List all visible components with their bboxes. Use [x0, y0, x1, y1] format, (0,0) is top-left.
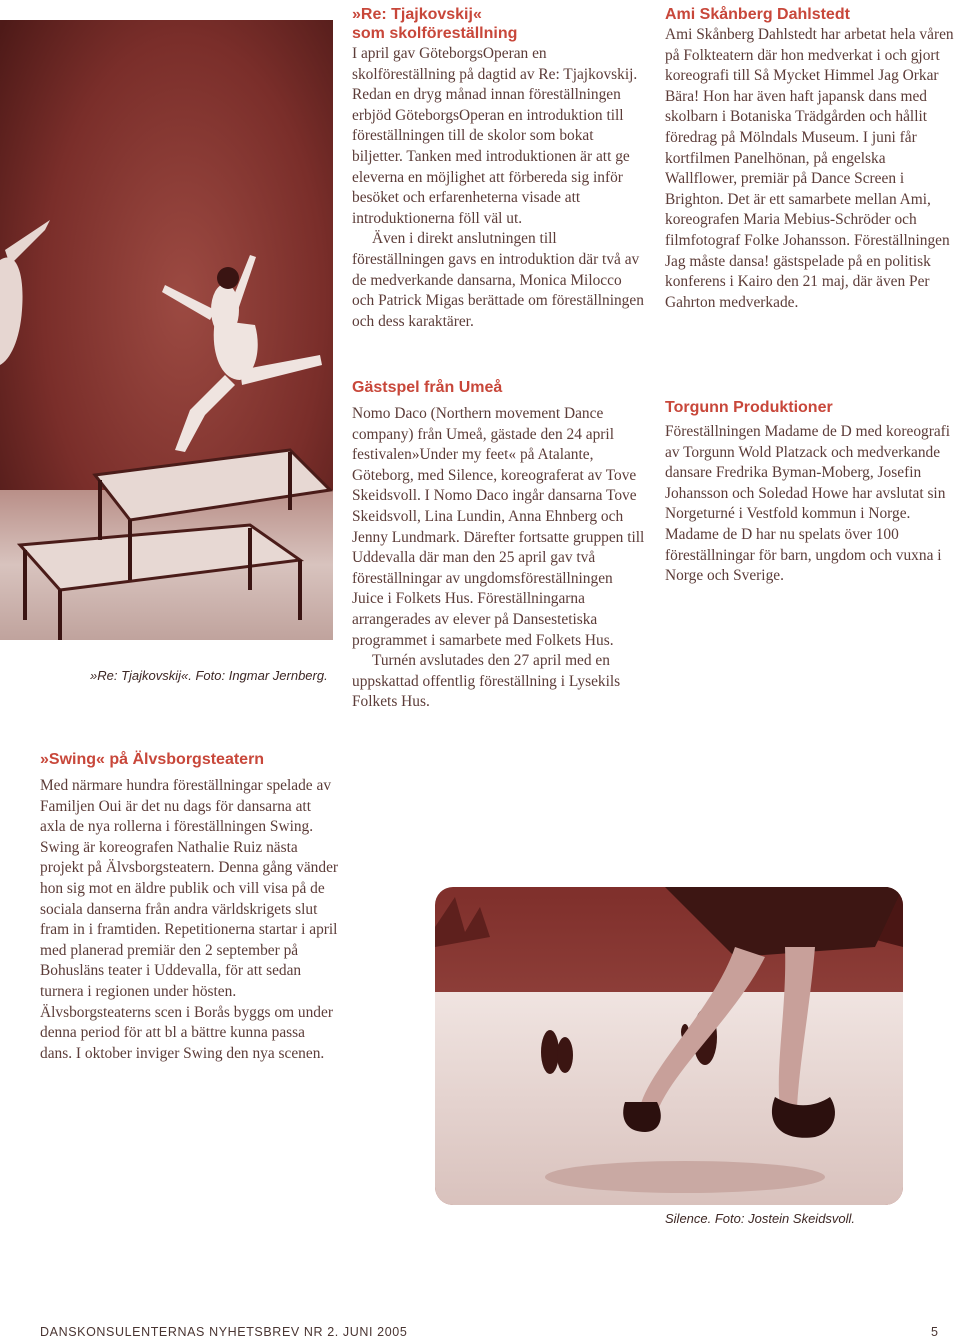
tjajkovskij-para-2: Även i direkt anslutningen till föreställningen gavs en introduktion där två av de medverkande dansarna, Monica Milocco och Patrick Migas berättade om föreställningen och dess karaktärer.	[352, 230, 644, 330]
tjajkovskij-heading-1: »Re: Tjajkovskij«	[352, 6, 482, 23]
photo-caption-tjajkovskij: »Re: Tjajkovskij«. Foto: Ingmar Jernberg.	[90, 668, 328, 683]
umea-para-1: Nomo Daco (Northern movement Dance company) från Umeå, gästade den 24 april festivalen»Under my feet« på Atalante, Göteborg, med Silence, koreograferat av Tove Skeidsvoll. I Nomo Daco ingår dansarna Tove Skeidsvoll, Lina Lundin, Anna Ehnberg och Jenny Lundmark. Därefter fortsatte gruppen till Uddevalla där man den 25 april gav två föreställningar av ungdomsföreställningen Juice i Folkets Hus. Föreställningarna arrangerades av elever på Dansestetiska programmet i samarbete med Folkets Hus.	[352, 405, 645, 649]
article-swing	[40, 750, 340, 1064]
swing-heading: »Swing« på Älvsborgsteatern	[40, 751, 265, 768]
footer-page-number: 5	[931, 1325, 939, 1339]
tjajkovskij-para-1: I april gav GöteborgsOperan en skolföreställning på dagtid av Re: Tjajkovskij. Redan en dryg månad innan föreställningen erbjöd GöteborgsOperan en introduktion till föreställningen till de skolor som bokat biljetter. Tanken med introduktionen är att ge eleverna en möjlighet att förbereda sig inför besöket och erfarenheterna visade att introduktionerna föll väl ut.	[352, 45, 638, 227]
dance-photo-tjajkovskij	[0, 20, 333, 640]
article-tjajkovskij	[352, 5, 644, 332]
photo-caption-silence: Silence. Foto: Jostein Skeidsvoll.	[665, 1211, 856, 1226]
torgunn-heading: Torgunn Produktioner	[665, 399, 833, 416]
torgunn-body: Föreställningen Madame de D med koreografi av Torgunn Wold Platzack och medverkande dansare Fredrika Byman-Moberg, Josefin Johansson och Soledad Howe har avslutat sin Norgeturné i Vestfold kommun i Norge. Madame de D har nu spelats över 100 föreställningar för barn, ungdom och vuxna i Norge och Sverige.	[665, 423, 951, 585]
swing-body: Med närmare hundra föreställningar spelade av Familjen Oui är det nu dags för dansarna att axla de nya rollerna i föreställningen Swing. Swing är koreografen Nathalie Ruiz nästa projekt på Älvsborgsteatern. Denna gång vänder hon sig mot en äldre publik och vill visa på de sociala danserna från andra världskrigets slut fram in i framtiden. Repetitionerna startar i april med planerad premiär den 2 september på Bohusläns teater i Uddevalla, för att sedan turnera i regionen under hösten. Älvsborgsteaterns scen i Borås byggs om under denna period för att bl a bättre kunna passa dans. I oktober inviger Swing den nya scenen.	[40, 777, 339, 1062]
footer-publication: DANSKONSULENTERNAS NYHETSBREV NR 2. JUNI 2005	[40, 1325, 408, 1339]
ami-heading: Ami Skånberg Dahlstedt	[665, 6, 850, 23]
article-torgunn	[665, 398, 957, 587]
dancers-image	[0, 20, 333, 640]
umea-heading: Gästspel från Umeå	[352, 379, 503, 396]
snow-scene-image	[435, 887, 903, 1205]
article-ami	[665, 5, 960, 313]
tjajkovskij-heading-2: som skolföreställning	[352, 25, 518, 42]
dance-photo-silence	[435, 887, 903, 1205]
ami-body: Ami Skånberg Dahlstedt har arbetat hela våren på Folkteatern där hon medverkat i och gjort koreografi till Så Mycket Himmel Jag Orkar Bära! Hon har även haft japansk dans med skolbarn i Botaniska Trädgården och hållit föredrag på Mölndals Museum. I juni får kortfilmen Panelhönan, på engelska Wallflower, premiär på Dance Screen i Brighton. Det är ett samarbete mellan Ami, koreografen Maria Mebius-Schröder och filmfotograf Folke Johansson. Föreställningen Jag måste dansa! gästspelade på en politisk konferens i Kairo den 21 maj, där även Per Gahrton medverkade.	[665, 26, 954, 311]
umea-para-2: Turnén avslutades den 27 april med en uppskattad offentlig föreställning i Lysekils Folkets Hus.	[352, 652, 621, 711]
article-umea	[352, 378, 646, 713]
